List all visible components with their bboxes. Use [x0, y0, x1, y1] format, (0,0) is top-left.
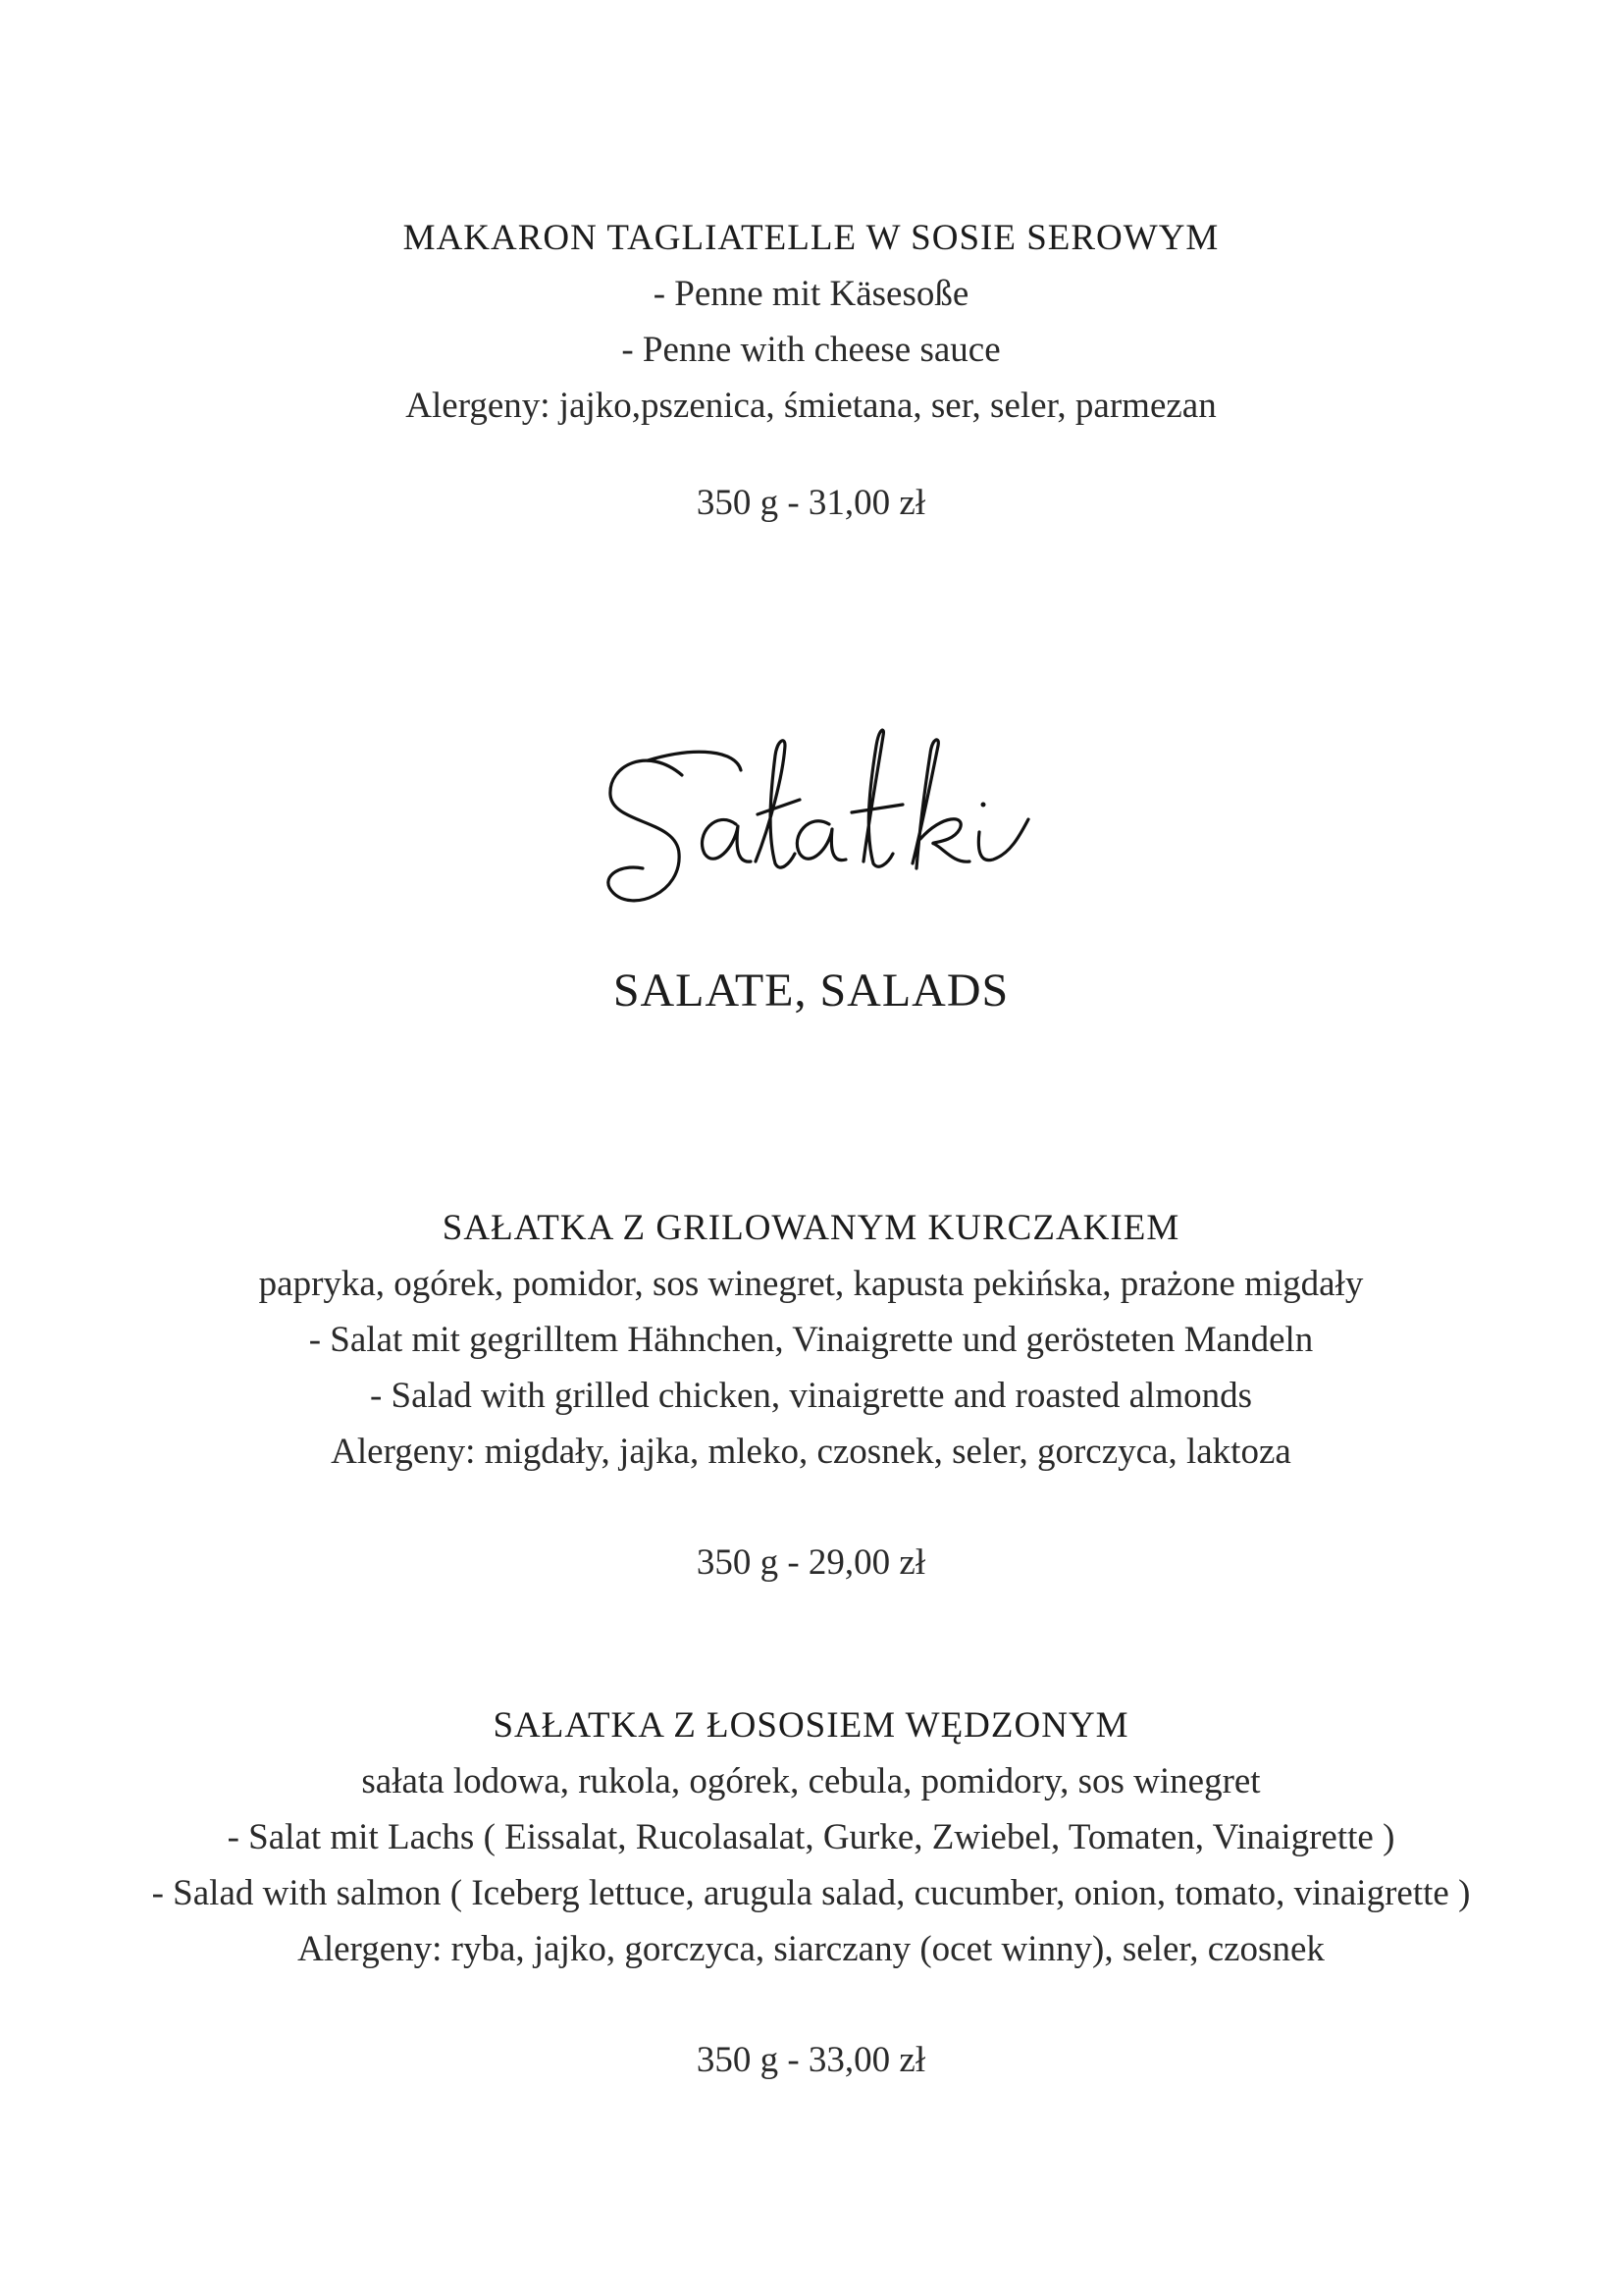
dish-desc-de: - Salat mit Lachs ( Eissalat, Rucolasalat, Gurke, Zwiebel, Tomaten, Vinaigrette ) [227, 1817, 1395, 1857]
dish-salad-salmon [0, 1697, 1622, 2088]
dish-title: SAŁATKA Z ŁOSOSIEM WĘDZONYM [493, 1705, 1129, 1746]
dish-title: SAŁATKA Z GRILOWANYM KURCZAKIEM [442, 1208, 1180, 1248]
dish-desc-pl: sałata lodowa, rukola, ogórek, cebula, pomidory, sos winegret [361, 1761, 1261, 1801]
dish-price: 350 g - 31,00 zł [696, 483, 926, 523]
dish-allergens: Alergeny: jajko,pszenica, śmietana, ser, seler, parmezan [405, 386, 1217, 426]
dish-desc-de: - Penne mit Käsesoße [653, 274, 969, 314]
dish-allergens: Alergeny: ryba, jajko, gorczyca, siarczany (ocet winny), seler, czosnek [297, 1929, 1325, 1969]
dish-pasta [0, 210, 1622, 531]
section-subtitle: SALATE, SALADS [612, 965, 1010, 1017]
dish-allergens: Alergeny: migdały, jajka, mleko, czosnek, seler, gorczyca, laktoza [331, 1432, 1291, 1472]
script-title-artwork [589, 706, 1040, 932]
dish-desc-en: - Salad with salmon ( Iceberg lettuce, arugula salad, cucumber, onion, tomato, vinaigrette ) [151, 1873, 1471, 1913]
dish-desc-en: - Penne with cheese sauce [621, 330, 1001, 370]
section-script-title [589, 706, 1040, 932]
dish-price: 350 g - 33,00 zł [696, 2040, 926, 2080]
dish-desc-en: - Salad with grilled chicken, vinaigrette and roasted almonds [369, 1376, 1253, 1416]
dish-desc-pl: papryka, ogórek, pomidor, sos winegret, kapusta pekińska, prażone migdały [258, 1264, 1364, 1304]
dish-salad-chicken [0, 1200, 1622, 1591]
dish-price: 350 g - 29,00 zł [696, 1542, 926, 1583]
dish-desc-de: - Salat mit gegrilltem Hähnchen, Vinaigrette und gerösteten Mandeln [308, 1320, 1314, 1360]
dish-title: MAKARON TAGLIATELLE W SOSIE SEROWYM [402, 218, 1220, 258]
